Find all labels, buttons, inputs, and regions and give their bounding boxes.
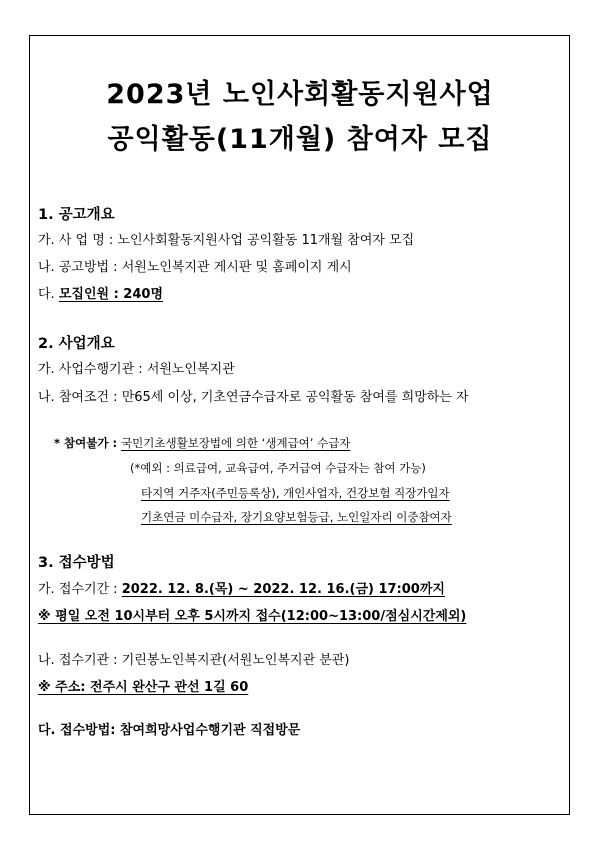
address-note: ※ 주소: 전주시 완산구 관선 1길 60 (38, 680, 249, 695)
exclusion-line-3: 타지역 거주자(주민등록상), 개인사업자, 건강보험 직장가입자 (141, 486, 450, 500)
exclusion-main: 국민기초생활보장법에 의한 ‘생계급여’ 수급자 (121, 436, 351, 450)
section-3-item-a-prefix: 가. 접수기간 : (38, 582, 122, 597)
exclusion-line-1 (54, 434, 350, 452)
section-1-heading: 1. 공고개요 (38, 207, 115, 223)
exclusion-line-4: 기초연금 미수급자, 장기요양보험등급, 노인일자리 이중참여자 (141, 510, 452, 524)
section-1-item-b: 나. 공고방법 : 서원노인복지관 게시판 및 홈페이지 게시 (38, 260, 352, 275)
section-1-item-c (38, 286, 163, 304)
title-line-2: 공익활동(11개월) 참여자 모집 (107, 124, 493, 155)
reception-hours-note: ※ 평일 오전 10시부터 오후 5시까지 접수(12:00~13:00/점심시간제외) (38, 609, 467, 624)
section-3-heading: 3. 접수방법 (38, 555, 115, 571)
section-1-item-a: 가. 사 업 명 : 노인사회활동지원사업 공익활동 11개월 참여자 모집 (38, 233, 415, 248)
section-3-item-b: 나. 접수기관 : 기린봉노인복지관(서원노인복지관 분관) (38, 653, 350, 668)
section-2-heading: 2. 사업개요 (38, 336, 115, 352)
exclusion-note: (*예외 : 의료급여, 교육급여, 주거급여 수급자는 참여 가능) (130, 461, 426, 475)
reception-period: 2022. 12. 8.(목) ~ 2022. 12. 16.(금) 17:00까지 (121, 582, 445, 597)
title-line-1: 2023년 노인사회활동지원사업 (106, 79, 494, 110)
section-3-item-c: 다. 접수방법: 참여희망사업수행기관 직접방문 (38, 723, 301, 738)
section-1-item-c-prefix: 다. (38, 287, 59, 302)
exclusion-label: * 참여불가 : (54, 436, 122, 450)
section-2-item-b: 나. 참여조건 : 만65세 이상, 기초연금수급자로 공익활동 참여를 희망하는 자 (38, 390, 469, 405)
recruit-count: 모집인원 : 240명 (58, 287, 164, 302)
section-3-item-a (38, 581, 445, 599)
section-2-item-a: 가. 사업수행기관 : 서원노인복지관 (38, 362, 235, 377)
